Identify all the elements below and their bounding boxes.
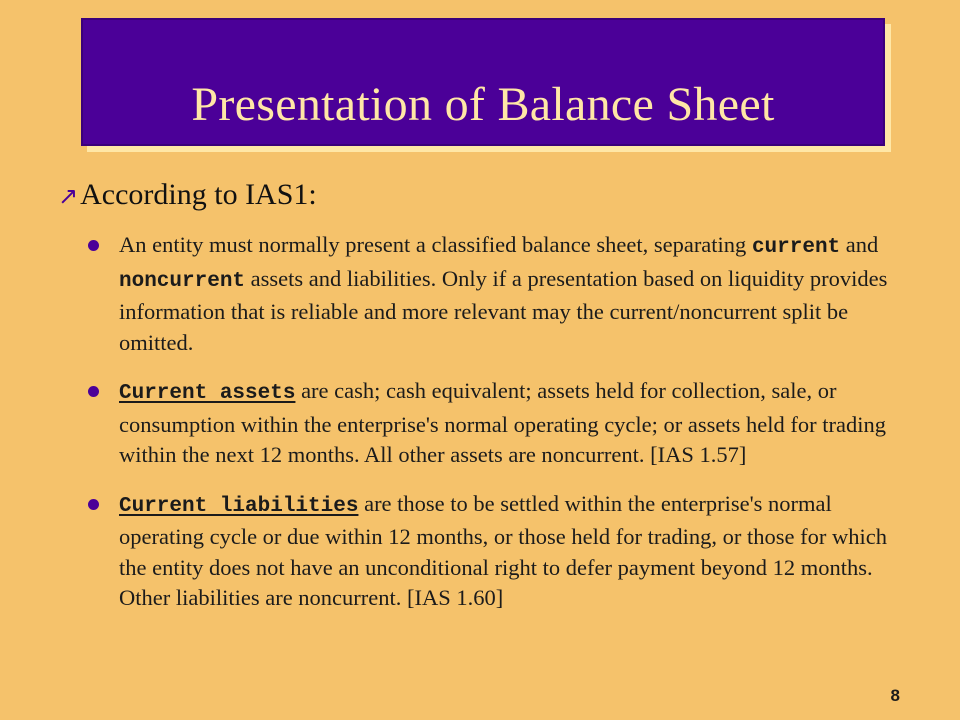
page-number: 8 [890, 686, 900, 705]
list-item [88, 376, 910, 471]
bullet-text [119, 376, 910, 471]
text-segment: An entity must normally present a classified balance sheet, separating [119, 232, 752, 257]
term-current-assets: Current assets [119, 382, 296, 405]
arrow-up-right-icon: ↗ [58, 182, 79, 210]
bullet-text [119, 489, 910, 614]
slide-title: Presentation of Balance Sheet [191, 77, 775, 131]
title-banner [81, 18, 885, 146]
list-item [88, 230, 910, 358]
text-segment: assets and liabilities. Only if a presentation based on liquidity provides information that is reliable and more relevant may the current/noncurrent split be omitted. [119, 265, 888, 355]
text-segment: are those to be settled within the enterprise's normal operating cycle or due within 12 months, or those held for trading, or those for which the entity does not have an unconditional right to defer payment beyond 12 months. Other liabilities are noncurrent. [IAS 1.60] [119, 490, 887, 610]
bullet-text [119, 230, 910, 358]
term-noncurrent: noncurrent [119, 269, 246, 293]
bullet-dot-icon [88, 499, 99, 510]
bullet-dot-icon [88, 240, 99, 251]
bullet-list [88, 230, 910, 632]
bullet-dot-icon [88, 386, 99, 397]
term-current-liabilities: Current liabilities [119, 494, 359, 518]
section-heading [58, 178, 317, 212]
text-segment: and [840, 232, 879, 257]
term-current: current [751, 236, 841, 259]
text-segment: are cash; cash equivalent; assets held for collection, sale, or consumption within the enterprise's normal operating cycle; or assets held for trading within the next 12 months. All other assets are noncurrent. [IAS 1.57] [119, 378, 886, 467]
list-item [88, 489, 910, 614]
heading-text: According to IAS1: [80, 178, 317, 211]
